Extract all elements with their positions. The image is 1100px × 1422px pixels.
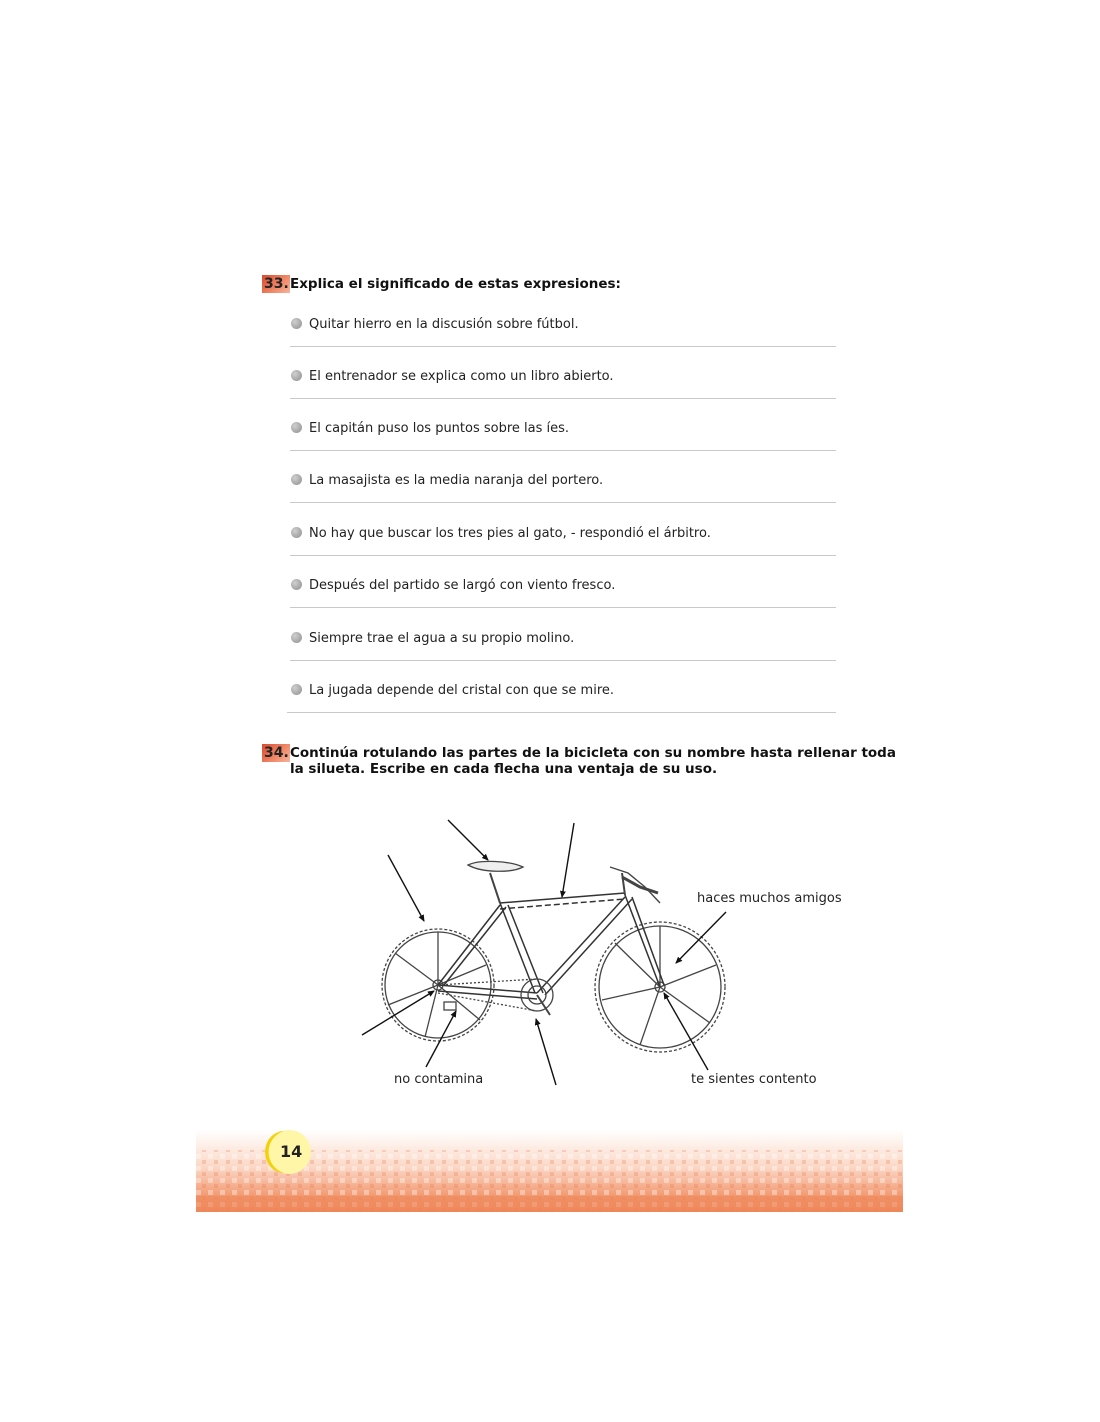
list-item: [290, 556, 836, 608]
question-33-number-text: 33.: [264, 276, 289, 292]
expression-text: No hay que buscar los tres pies al gato, - respondió el árbitro.: [309, 526, 711, 541]
bicycle-illustration: [340, 815, 860, 1105]
answer-line[interactable]: [287, 712, 836, 713]
expression-text: La masajista es la media naranja del portero.: [309, 473, 604, 488]
bullet-icon: [291, 527, 302, 538]
expression-text: El entrenador se explica como un libro abierto.: [309, 369, 614, 384]
question-34-number-text: 34.: [264, 745, 289, 761]
question-34-number: [262, 744, 290, 762]
arrows: [362, 820, 726, 1085]
list-item: [290, 661, 836, 713]
question-33-title: Explica el significado de estas expresiones:: [290, 276, 621, 292]
expression-text: Quitar hierro en la discusión sobre fútbol.: [309, 317, 579, 332]
bullet-icon: [291, 632, 302, 643]
bullet-icon: [291, 318, 302, 329]
expression-text: La jugada depende del cristal con que se mire.: [309, 683, 615, 698]
question-34-title-line2: la silueta. Escribe en cada flecha una ventaja de su uso.: [290, 761, 718, 777]
label-hub: te sientes contento: [691, 1072, 817, 1087]
list-item: [290, 347, 836, 399]
label-front-wheel: haces muchos amigos: [697, 891, 842, 906]
answer-line[interactable]: [290, 502, 836, 503]
question-34-title-line1: Continúa rotulando las partes de la bicicleta con su nombre hasta rellenar toda: [290, 745, 896, 761]
bullet-icon: [291, 684, 302, 695]
bullet-icon: [291, 422, 302, 433]
label-pedal: no contamina: [394, 1072, 484, 1087]
list-item: [290, 451, 836, 503]
expression-text: Siempre trae el agua a su propio molino.: [309, 631, 575, 646]
bullet-icon: [291, 579, 302, 590]
question-34-title: [290, 745, 896, 777]
bullet-icon: [291, 370, 302, 381]
answer-line[interactable]: [290, 607, 836, 608]
list-item: [290, 399, 836, 451]
question-33-number: [262, 275, 290, 293]
page-number: 14: [280, 1142, 303, 1161]
bullet-icon: [291, 474, 302, 485]
list-item: [290, 295, 836, 347]
expression-text: Después del partido se largó con viento fresco.: [309, 578, 616, 593]
list-item: [290, 504, 836, 556]
expression-text: El capitán puso los puntos sobre las íes.: [309, 421, 570, 436]
list-item: [290, 609, 836, 661]
